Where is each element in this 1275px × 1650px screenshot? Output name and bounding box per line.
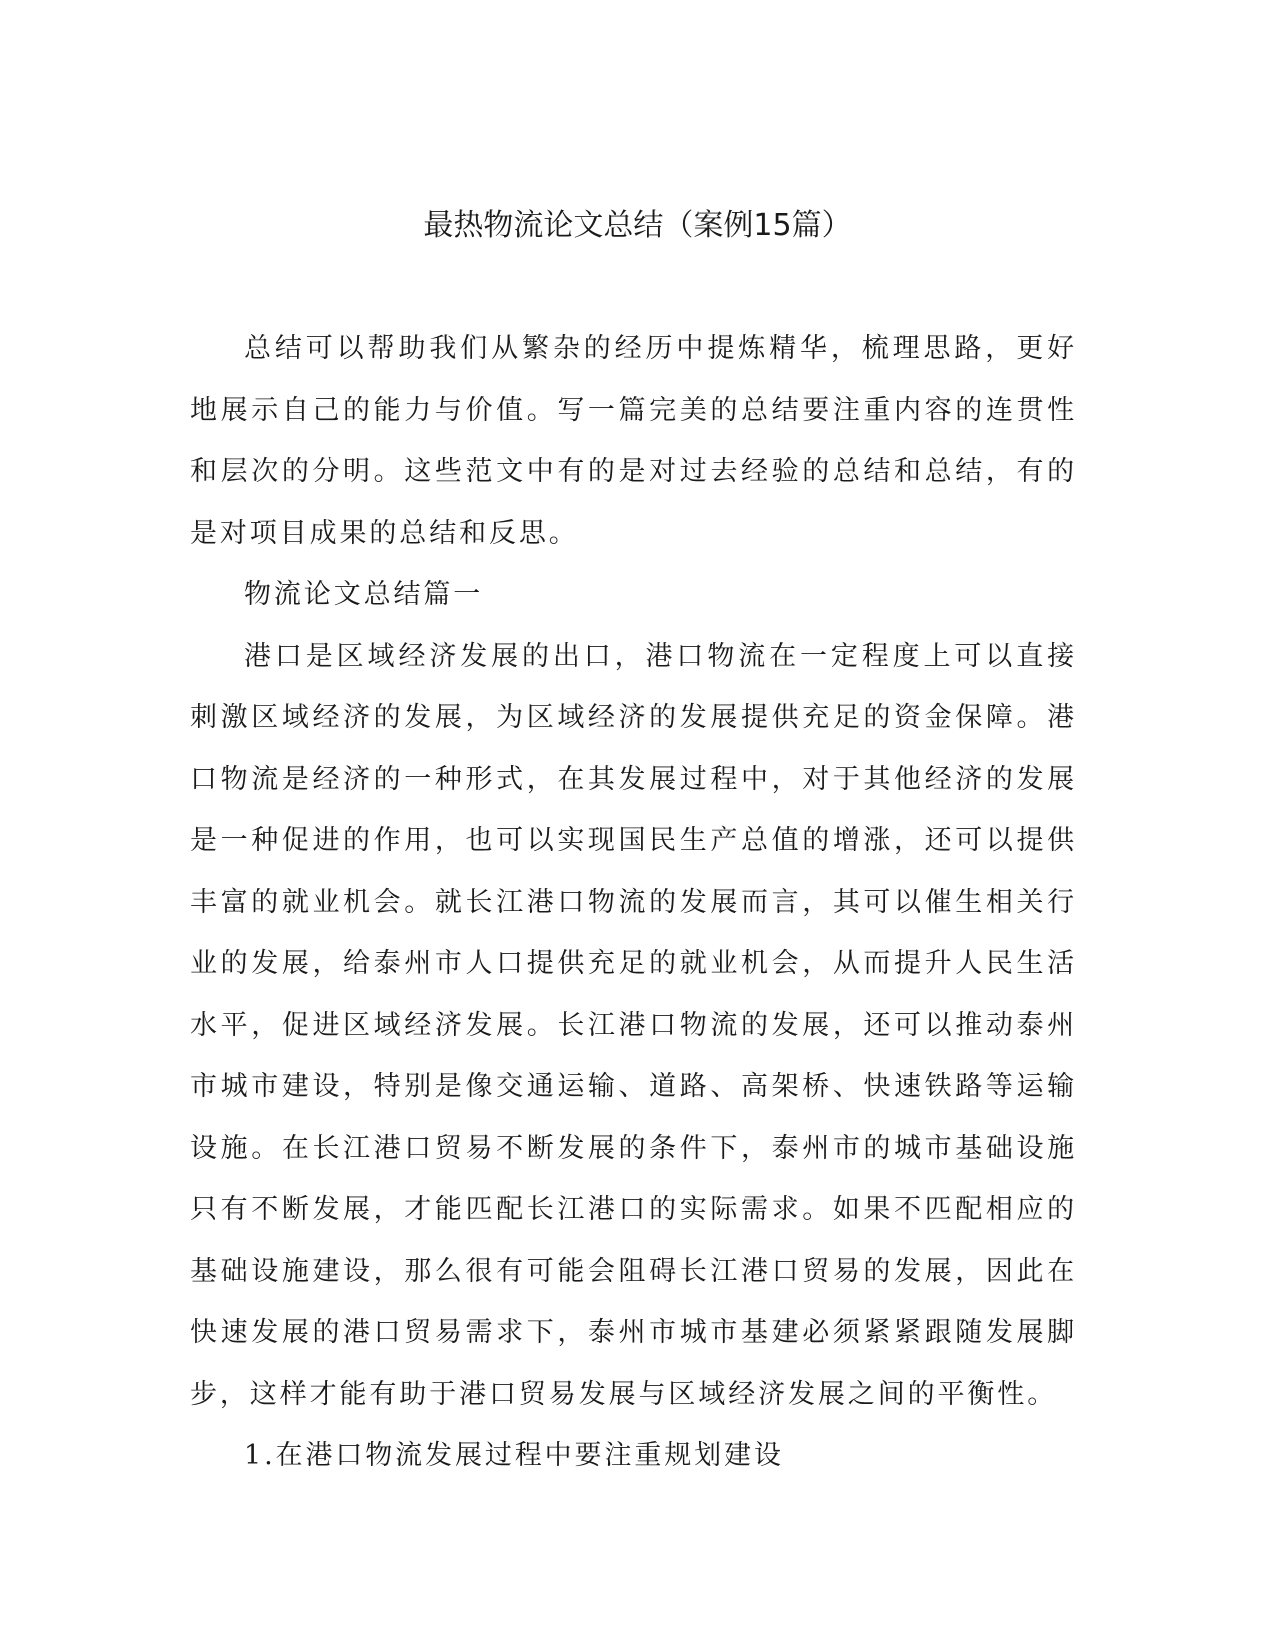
subsection-heading: 1.在港口物流发展过程中要注重规划建设	[244, 1440, 784, 1471]
document-body	[190, 318, 1077, 1487]
document-title: 最热物流论文总结（案例15篇）	[423, 208, 852, 243]
section-heading: 物流论文总结篇一	[244, 579, 484, 610]
intro-paragraph: 总结可以帮助我们从繁杂的经历中提炼精华，梳理思路，更好地展示自己的能力与价值。写一篇完美的总结要注重内容的连贯性和层次的分明。这些范文中有的是对过去经验的总结和总结，有的是对项目成果的总结和反思。	[190, 333, 1077, 549]
body-paragraph: 港口是区域经济发展的出口，港口物流在一定程度上可以直接刺激区域经济的发展，为区域经济的发展提供充足的资金保障。港口物流是经济的一种形式，在其发展过程中，对于其他经济的发展是一种促进的作用，也可以实现国民生产总值的增涨，还可以提供丰富的就业机会。就长江港口物流的发展而言，其可以催生相关行业的发展，给泰州市人口提供充足的就业机会，从而提升人民生活水平，促进区域经济发展。长江港口物流的发展，还可以推动泰州市城市建设，特别是像交通运输、道路、高架桥、快速铁路等运输设施。在长江港口贸易不断发展的条件下，泰州市的城市基础设施只有不断发展，才能匹配长江港口的实际需求。如果不匹配相应的基础设施建设，那么很有可能会阻碍长江港口贸易的发展，因此在快速发展的港口贸易需求下，泰州市城市基建必须紧紧跟随发展脚步，这样才能有助于港口贸易发展与区域经济发展之间的平衡性。	[190, 640, 1077, 1410]
